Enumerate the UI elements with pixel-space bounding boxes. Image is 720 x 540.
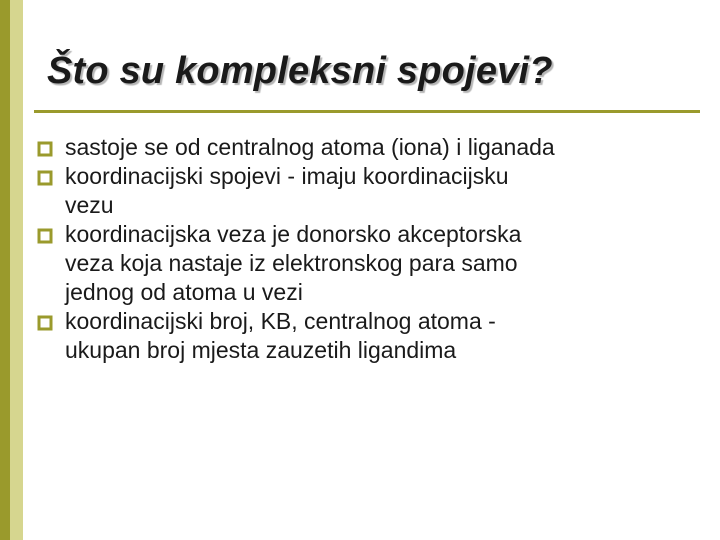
slide-title: Što su kompleksni spojevi? <box>47 50 553 92</box>
bullet-item <box>37 220 697 307</box>
square-bullet-icon <box>37 141 53 157</box>
bullet-line: koordinacijska veza je donorsko akceptorska <box>65 221 522 247</box>
square-bullet-icon <box>37 228 53 244</box>
square-bullet-icon <box>37 170 53 186</box>
bullet-list <box>37 133 697 365</box>
title-underline <box>34 110 700 113</box>
bullet-line: koordinacijski broj, KB, centralnog atoma - <box>65 308 496 334</box>
bullet-line: koordinacijski spojevi - imaju koordinacijsku <box>65 163 509 189</box>
left-accent-bar-dark <box>0 0 10 540</box>
bullet-line: sastoje se od centralnog atoma (iona) i liganada <box>65 134 555 160</box>
bullet-line: veza koja nastaje iz elektronskog para samo <box>65 250 518 276</box>
bullet-item <box>37 162 697 220</box>
left-accent-bar-light <box>10 0 23 540</box>
bullet-line: ukupan broj mjesta zauzetih ligandima <box>65 337 457 363</box>
bullet-item <box>37 133 697 162</box>
square-bullet-icon <box>37 315 53 331</box>
bullet-item <box>37 307 697 365</box>
bullet-line: jednog od atoma u vezi <box>65 279 303 305</box>
bullet-line: vezu <box>65 192 114 218</box>
